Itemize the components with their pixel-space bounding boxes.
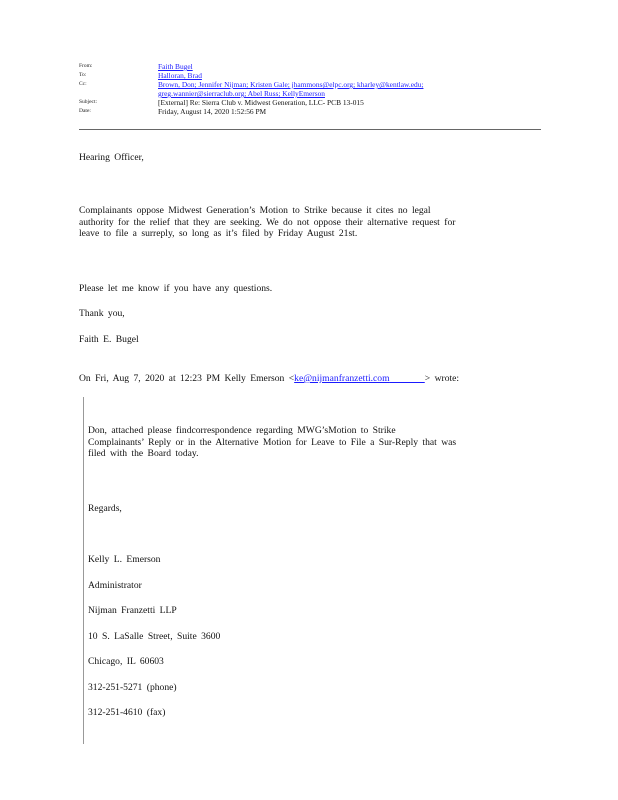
quoted-line-1: Don, attached please findcorrespondence regarding MWG’sMotion to Strike	[88, 425, 396, 436]
from-value[interactable]: Faith Bugel	[158, 62, 193, 71]
sender-title: Administrator	[88, 580, 142, 591]
cc-label: Cc:	[79, 81, 87, 87]
greeting: Hearing Officer,	[79, 152, 144, 163]
reply-intro-line	[79, 373, 519, 385]
cc-value-line1[interactable]: Brown, Don; Jennifer Nijman; Kristen Gale; jhammons@elpc.org; kharley@kentlaw.edu;	[158, 80, 424, 89]
date-row	[79, 107, 541, 116]
quoted-paragraph	[88, 425, 518, 460]
sender-fax: 312-251-4610 (fax)	[88, 707, 166, 718]
cc-row	[79, 80, 541, 89]
signature: Faith E. Bugel	[79, 334, 139, 345]
to-value[interactable]: Halloran, Brad	[158, 71, 202, 80]
quoted-line-3: filed with the Board today.	[88, 448, 199, 459]
reply-suffix: > wrote:	[424, 373, 460, 384]
paragraph-1-line-1: Complainants oppose Midwest Generation’s Motion to Strike because it cites no legal	[79, 205, 431, 216]
body-paragraph-2: Please let me know if you have any questions.	[79, 283, 273, 294]
date-label: Date:	[79, 108, 91, 114]
subject-row	[79, 98, 541, 107]
quote-bar	[83, 397, 84, 744]
paragraph-1-line-3: leave to file a surreply, so long as it’s filed by Friday August 21st.	[79, 228, 358, 239]
reply-email-link[interactable]: ke@nijmanfranzetti.com	[294, 373, 390, 384]
closing: Thank you,	[79, 308, 125, 319]
sender-city: Chicago, IL 60603	[88, 656, 164, 667]
to-row	[79, 71, 541, 80]
body-paragraph-1	[79, 205, 519, 240]
from-label: From:	[79, 63, 93, 69]
reply-intro: On Fri, Aug 7, 2020 at 12:23 PM Kelly Emerson <	[79, 373, 295, 384]
paragraph-1-line-2: authority for the relief that they are seeking. We do not oppose their alternative request for	[79, 216, 456, 228]
email-header	[79, 62, 541, 116]
cc-row-continued	[79, 89, 541, 98]
cc-value-line2[interactable]: greg.wannier@sierraclub.org; Abel Russ; KellyEmerson	[158, 89, 325, 98]
to-label: To:	[79, 72, 87, 78]
sender-phone: 312-251-5271 (phone)	[88, 682, 177, 693]
sender-address: 10 S. LaSalle Street, Suite 3600	[88, 631, 221, 642]
quoted-line-2: Complainants’ Reply or in the Alternative Motion for Leave to File a Sur-Reply that was	[88, 436, 457, 448]
sender-firm: Nijman Franzetti LLP	[88, 605, 177, 616]
sender-name: Kelly L. Emerson	[88, 554, 161, 565]
subject-value: [External] Re: Sierra Club v. Midwest Generation, LLC- PCB 13-015	[158, 98, 364, 107]
subject-label: Subject:	[79, 99, 98, 105]
quoted-regards: Regards,	[88, 503, 122, 514]
from-row	[79, 62, 541, 71]
header-divider	[79, 129, 541, 130]
date-value: Friday, August 14, 2020 1:52:56 PM	[158, 107, 267, 116]
